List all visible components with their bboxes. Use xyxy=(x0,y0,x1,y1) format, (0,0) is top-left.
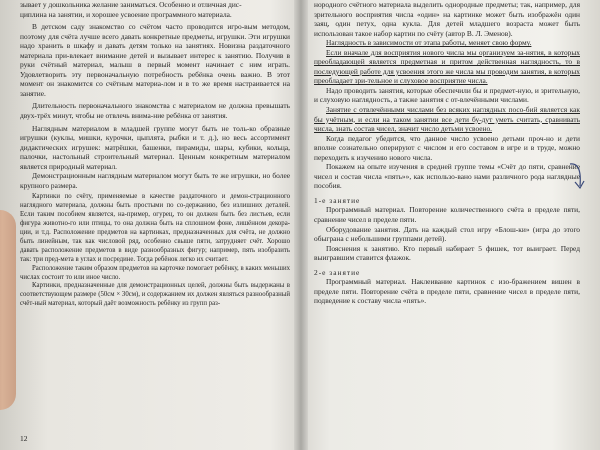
underlined-paragraph: Если вначале для восприятия нового числа мы организуем за-нятия, в которых преобладающей является предметная и притом действенная наглядность, то в последующей работе для усвоения этого же числа мы проводим занятия, в которых преобладает зри-тельное и слуховое восприятие числа. xyxy=(314,47,580,86)
underlined-paragraph: Занятие с отвлечёнными числами без всяких наглядных посо-бий является как бы учётным, и если на таком занятии все дети бу-дут уметь считать, сравнивать числа, знать состав чисел, значит число детьми усвоено. xyxy=(314,105,580,134)
lesson-text: Пояснения к занятию. Кто первый набирает 5 фишек, тот выиграет. Перед выигравшим ставится флажок. xyxy=(314,243,580,263)
left-page xyxy=(20,0,290,309)
right-page xyxy=(314,0,580,306)
page-number: 12 xyxy=(20,434,28,443)
paragraph: Демонстрационным наглядным материалом могут быть те же игрушки, но более крупного размера. xyxy=(20,171,290,190)
pen-arrow-mark xyxy=(566,158,590,198)
paragraph: Длительность первоначального знакомства с материалом не должна превышать двух-трёх минут, чтобы не отвлечь внима-ние ребёнка от занятия. xyxy=(20,101,290,121)
paragraph: В детском саду знакомство со счётом часто проводится игро-вым методом, поэтому для счёта лучше всего давать конкретные предметы, игрушки. Эти игрушки надо хранить в шкафу и давать детям только на занятиях. Новизна раздаточного материала при-влекает внимание детей и вызывает интерес к занятию. Получив в руки счётный материал, малыш в первый момент начинает с ним играть. Удовлетворить эту первоначальную потребность ребёнка очень важно. В этот момент он знакомится со счётным материа-лом и в то же время настраивается на занятие. xyxy=(20,22,290,98)
text-line: зывает у дошкольника желание заниматься. Особенно и отличная дис- xyxy=(20,0,242,9)
lesson-heading: 1-е занятие xyxy=(314,195,361,205)
lesson-text: Программный материал. Повторение количественного счёта в пределе пяти, сравнение чисел в пределе пяти. xyxy=(314,205,580,225)
paragraph: Расположение таким образом предметов на карточке помогает ребёнку, в каких меньших числах состоит то или иное число. xyxy=(20,264,290,281)
paragraph: Картинки, предназначенные для демонстрационных целей, должны быть выдержаны в соответствующем размере (50см × 30см), и содержанием их должен являться разнообразный счёт-ный материал, который даёт возможность ребёнку из групп раз- xyxy=(20,282,290,308)
book-gutter xyxy=(294,0,308,450)
lesson-text: Оборудование занятия. Дать на каждый стол игру «Блош-ки» (игра до этого обыграна с небольшими группами детей). xyxy=(314,224,580,244)
lesson-heading: 2-е занятие xyxy=(314,267,361,277)
paragraph: Картинки по счёту, применяемые в качестве раздаточного и демон-страционного наглядного материала, должны быть простыми по со-держанию, без излишних деталей. Если таким пособием является, на-пример, огурец, то он должен быть без листьев, если фигура животно-го или птицы, то она должна быть на сплошном фоне, лишённом декора-ции, и т.д. Расположение предметов на картинках, предназначенных для счёта, не должно быть линейным, так как числовой ряд, особенно свыше пяти, затрудняет счёт. Хорошо давать расположение предметов в виде разнообразных фигур; например, пять изобразить так: три пред-мета в углах и посредине. Тогда ребёнок легко их считает. xyxy=(20,193,290,263)
lesson-text: Программный материал. Наклеивание картинок с изо-бражением вишен в пределе пяти. Повторение счёта в пределе пяти, сравнение чисел в пределе пяти, подведение к составу числа «пять». xyxy=(314,277,580,306)
paragraph: Покажем на опыте изучения в средней группе темы «Счёт до пяти, сравнение чисел и состав числа «пять»», как использо-вано нами различного рода наглядные пособия. xyxy=(314,162,580,191)
paragraph: Когда педагог убедится, что данное число усвоено детьми проч-но и дети вполне сознательно оперируют с числом и его составом в игре и в труде, можно переходить к изучению нового числа. xyxy=(314,133,580,162)
paragraph: Надо проводить занятия, которые обеспечили бы и предмет-ную, и зрительную, и слуховую наглядность, а также занятия с от-влечёнными числами. xyxy=(314,85,580,105)
text-line: циплина на занятии, и хорошее усвоение программного материала. xyxy=(20,9,232,19)
underlined-paragraph: Наглядность в зависимости от этапа работы, меняет свою форму. xyxy=(326,38,532,48)
thumb xyxy=(0,210,16,410)
paragraph: Наглядным материалом в младшей группе могут быть не толь-ко образные игрушки (куклы, мишки, курочки, цыплята, рыбки и т. д.), но весь ассортимент дидактических игрушек: матрёшки, башенки, пирамиды, шары, кубики, кольца, палочки, настольный строительный материал. Ценным конкретным материалом является природный материал. xyxy=(20,123,290,171)
paragraph: нородного счётного материала выделить однородные предметы; так, например, для зрительного восприятия числа «один» на картинке может быть изображён один заяц, один петух, одна кукла. Для детей младшего возраста может быть использован такое набор картин по счёту (автор В. Л. Эменов). xyxy=(314,0,580,38)
